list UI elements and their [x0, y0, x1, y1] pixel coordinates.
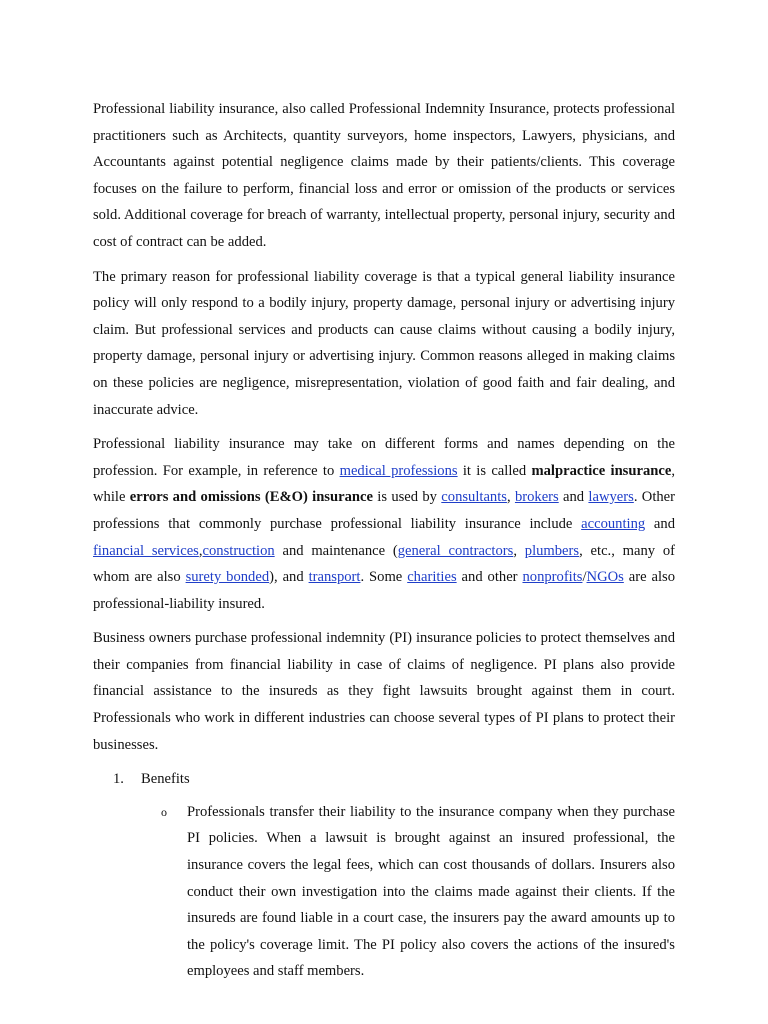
link-financial-services[interactable]: financial services: [93, 542, 199, 559]
link-charities[interactable]: charities: [407, 569, 457, 586]
list-number: 1.: [113, 771, 124, 788]
link-general-contractors[interactable]: general contractors: [397, 542, 514, 559]
link-ngos[interactable]: NGOs: [586, 569, 624, 586]
link-transport[interactable]: transport: [308, 569, 361, 586]
text-segment: /: [582, 569, 587, 586]
link-consultants[interactable]: consultants: [441, 489, 507, 506]
text-segment: , etc., many of whom are also: [93, 542, 676, 586]
text-segment: ,: [198, 542, 203, 559]
text-segment: , while: [93, 462, 675, 506]
text-segment: and maintenance (: [274, 542, 398, 559]
paragraph-business-owners: Business owners purchase professional indemnity (PI) insurance policies to protect themselves and their companies from financial liability in case of claims of negligence. PI plans also provide financial assistance to the insureds as they fight lawsuits brought against them in court. Professionals who work in different industries can choose several types of PI plans to protect their businesses.: [93, 630, 675, 753]
bold-malpractice-insurance: malpractice insurance: [531, 462, 672, 479]
link-accounting[interactable]: accounting: [581, 515, 646, 532]
text-segment: it is called: [457, 462, 532, 479]
link-surety-bonded[interactable]: surety bonded: [185, 569, 270, 586]
link-lawyers[interactable]: lawyers: [588, 489, 634, 506]
link-construction[interactable]: construction: [202, 542, 275, 559]
paragraph-intro: Professional liability insurance, also called Professional Indemnity Insurance, protects professional practitioners such as Architects, quantity surveyors, home inspectors, Lawyers, physicians, and Accountants against potential negligence claims made by their patients/clients. This coverage focuses on the failure to perform, financial loss and error or omission of the products or services sold. Additional coverage for breach of warranty, intellectual property, personal injury, security and cost of contract can be added.: [93, 101, 675, 250]
text-segment: and: [645, 515, 675, 532]
text-segment: is used by: [372, 489, 442, 506]
list-item-benefits: [93, 766, 675, 793]
text-segment: and other: [456, 569, 523, 586]
list-label: Benefits: [141, 771, 190, 788]
link-medical-professions[interactable]: medical professions: [339, 462, 458, 479]
text-segment: are also professional-liability insured.: [93, 569, 675, 612]
text-segment: ,: [506, 489, 515, 506]
bullet-text: Professionals transfer their liability to the insurance company when they purchase PI policies. When a lawsuit is brought against an insured professional, the insurance covers the legal fees, which can cost thousands of dollars. Insurers also conduct their own investigation into the claims made against their clients. If the insureds are found liable in a court case, the insurers pay the award amounts up to the policy's coverage limit. The PI policy also covers the actions of the insured's employees and staff members.: [187, 803, 675, 980]
link-brokers[interactable]: brokers: [514, 489, 559, 506]
text-segment: ,: [513, 542, 525, 559]
text-segment: Professional liability insurance may take on different forms and names depending on the profession. For example, in reference to: [93, 436, 675, 479]
bold-errors-omissions-insurance: errors and omissions (E&O) insurance: [129, 489, 373, 506]
text-segment: and: [558, 489, 589, 506]
bullet-item: [93, 799, 675, 985]
document-page: [93, 96, 675, 985]
paragraph-forms-and-names: [93, 431, 675, 617]
text-segment: . Other professions that commonly purchase professional liability insurance include: [93, 489, 676, 532]
text-segment: ), and: [269, 569, 309, 586]
link-plumbers[interactable]: plumbers: [524, 542, 580, 559]
paragraph-primary-reason: The primary reason for professional liability coverage is that a typical general liability insurance policy will only respond to a bodily injury, property damage, personal injury or advertising injury claim. But professional services and products can cause claims without causing a bodily injury, property damage, personal injury or advertising injury. Common reasons alleged in making claims on these policies are negligence, misrepresentation, violation of good faith and fair dealing, and inaccurate advice.: [93, 268, 675, 418]
text-segment: . Some: [360, 569, 408, 586]
circle-bullet-icon: o: [161, 804, 167, 819]
link-nonprofits[interactable]: nonprofits: [522, 569, 583, 586]
